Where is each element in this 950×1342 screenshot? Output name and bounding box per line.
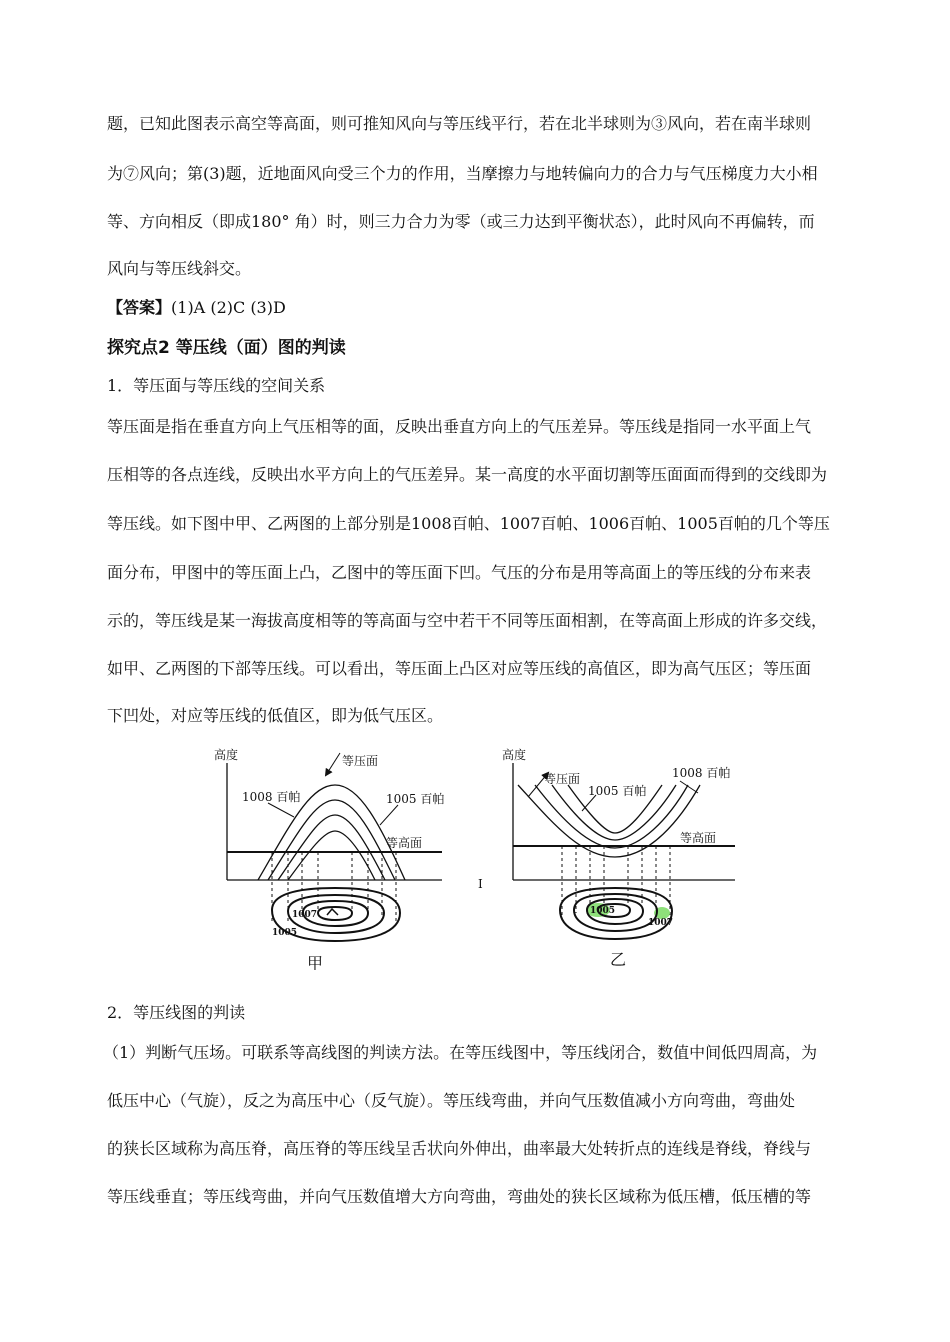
isobaric-surface-label: 等压面: [544, 772, 581, 786]
text-line: 压相等的各点连线，反映出水平方向上的气压差异。某一高度的水平面切割等压面面而得到的交线即为: [107, 465, 828, 484]
y-axis-label: 高度: [502, 748, 527, 762]
separator-mark: I: [478, 877, 483, 891]
text-line: 面分布，甲图中的等压面上凸，乙图中的等压面下凹。气压的分布是用等高面上的等压线的分布来表: [107, 563, 812, 582]
text-line: 低压中心（气旋），反之为高压中心（反气旋）。等压线弯曲，并向气压数值减小方向弯曲，弯曲处: [107, 1091, 796, 1110]
text-line: （1）判断气压场。可联系等高线图的判读方法。在等压线图中，等压线闭合，数值中间低四周高，为: [103, 1043, 818, 1062]
contour-label-1007: 1007: [648, 918, 674, 928]
text-line: 等压线。如下图中甲、乙两图的上部分别是1008百帕、1007百帕、1006百帕、1005百帕的几个等压: [107, 514, 830, 533]
subsection-title: 2．等压线图的判读: [107, 1003, 246, 1022]
isohypse-label: 等高面: [386, 836, 423, 850]
pressure-label-1008: 1008 百帕: [672, 766, 731, 780]
subsection-title: 1．等压面与等压线的空间关系: [107, 376, 326, 395]
isobaric-curve: [268, 800, 395, 880]
text-line: 题，已知此图表示高空等高面，则可推知风向与等压线平行，若在北半球则为③风向，若在南半球则: [107, 114, 812, 133]
text-line: 如甲、乙两图的下部等压线。可以看出，等压面上凸区对应等压线的高值区，即为高气压区；等压面: [107, 659, 812, 678]
contour-label-1005: 1005: [272, 928, 298, 938]
contour-inner: [318, 907, 352, 920]
contour-label-1007: 1007: [292, 910, 318, 920]
text-line: 示的，等压线是某一海拔高度相等的等高面与空中若干不同等压面相割，在等高面上形成的许多交线，: [107, 611, 828, 630]
text-line: 等压面是指在垂直方向上气压相等的面，反映出垂直方向上的气压差异。等压线是指同一水平面上气: [107, 417, 812, 436]
isobaric-curve: [278, 815, 385, 880]
text-line: 为⑦风向；第(3)题，近地面风向受三个力的作用，当摩擦力与地转偏向力的合力与气压梯度力大小相: [107, 164, 818, 183]
isobaric-surface-label: 等压面: [342, 754, 379, 768]
answer-line: [107, 298, 286, 318]
text-line: 风向与等压线斜交。: [107, 259, 252, 278]
section-heading: 探究点2 等压线（面）图的判读: [107, 338, 346, 358]
pressure-label-1005: 1005 百帕: [588, 784, 647, 798]
figure-caption-jia: 甲: [307, 954, 324, 970]
contour-label-1005: 1005: [590, 906, 616, 916]
isobar-figure: [210, 745, 750, 970]
y-axis-label: 高度: [214, 748, 239, 762]
pressure-label-1008: 1008 百帕: [242, 790, 301, 804]
isohypse-label: 等高面: [680, 831, 717, 845]
text-line: 等压线垂直；等压线弯曲，并向气压数值增大方向弯曲，弯曲处的狭长区域称为低压槽，低压槽的等: [107, 1187, 812, 1206]
pressure-label-1005: 1005 百帕: [386, 792, 445, 806]
text-line: 下凹处，对应等压线的低值区，即为低气压区。: [107, 706, 444, 725]
text-line: 等、方向相反（即成180° 角）时，则三力合力为零（或三力达到平衡状态），此时风向不再偏转，而: [107, 212, 815, 231]
answer-key: 【答案】: [107, 298, 172, 317]
answer-text: (1)A (2)C (3)D: [171, 298, 286, 317]
figure-caption-yi: 乙: [610, 950, 627, 969]
text-line: 的狭长区域称为高压脊，高压脊的等压线呈舌状向外伸出，曲率最大处转折点的连线是脊线，脊线与: [107, 1139, 812, 1158]
